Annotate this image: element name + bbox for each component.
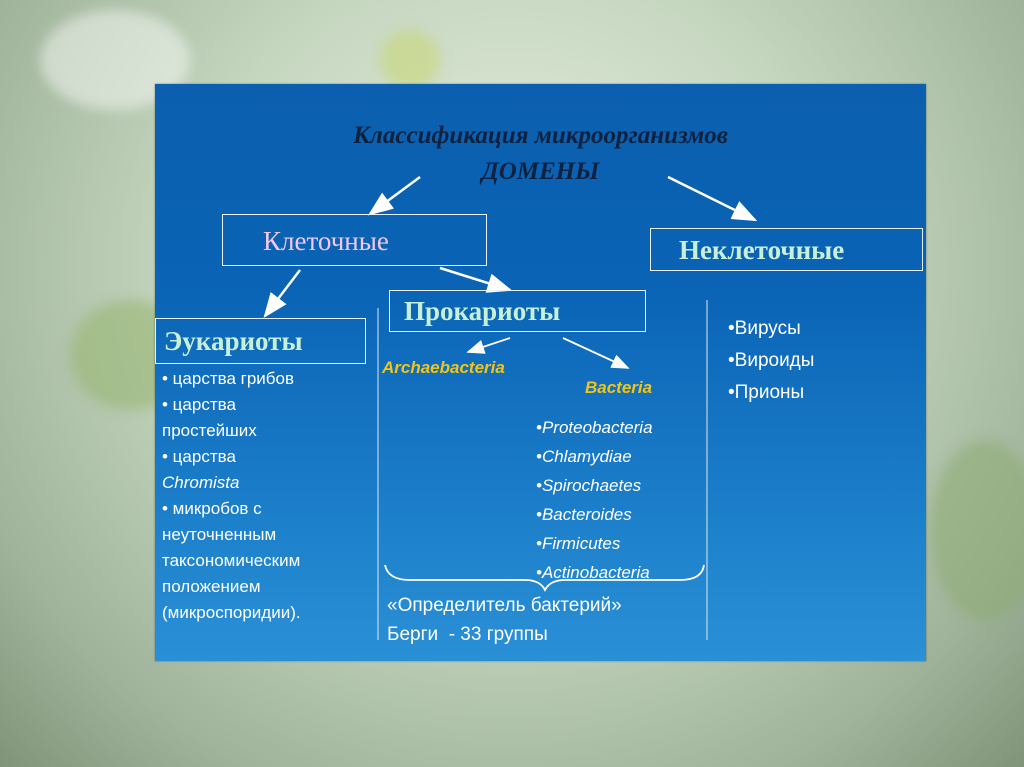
bacteria-group-item: •Chlamydiae bbox=[536, 447, 632, 466]
background-virus-blob bbox=[380, 30, 440, 90]
noncellular-list bbox=[728, 313, 814, 409]
eukaryote-line: положением bbox=[162, 577, 261, 596]
title-line-1: Классификация микроорганизмов bbox=[353, 122, 728, 149]
bacteria-label: Bacteria bbox=[585, 378, 653, 397]
eukaryote-kingdom-list bbox=[162, 366, 301, 626]
cellular-box bbox=[222, 214, 487, 266]
eukaryote-line: • микробов с bbox=[162, 499, 262, 518]
eukaryote-line: (микроспоридии). bbox=[162, 603, 301, 622]
eukaryote-line: простейших bbox=[162, 421, 257, 440]
bacteria-group-item: •Bacteroides bbox=[536, 505, 632, 524]
noncellular-box bbox=[650, 228, 923, 271]
bacteria-group-item: •Proteobacteria bbox=[536, 418, 653, 437]
determinant-line-2: Берги - 33 группы bbox=[387, 624, 548, 645]
cellular-label: Клеточные bbox=[263, 226, 389, 256]
noncellular-label: Неклеточные bbox=[679, 235, 845, 265]
bacteria-group-list bbox=[536, 413, 653, 587]
bacteria-group-item: •Firmicutes bbox=[536, 534, 621, 553]
prokaryotes-label: Прокариоты bbox=[404, 296, 561, 326]
prokaryotes-box bbox=[389, 290, 646, 332]
eukaryotes-label: Эукариоты bbox=[164, 326, 303, 356]
bacteria-group-item: •Actinobacteria bbox=[536, 563, 650, 582]
eukaryote-line: таксономическим bbox=[162, 551, 301, 570]
eukaryote-line: неуточненным bbox=[162, 525, 277, 544]
archaea-label: Archaebacteria bbox=[382, 358, 505, 377]
determinant-line-1: «Определитель бактерий» bbox=[387, 595, 622, 616]
bacteria-group-item: •Spirochaetes bbox=[536, 476, 642, 495]
noncellular-item: •Вирусы bbox=[728, 318, 801, 339]
noncellular-item: •Прионы bbox=[728, 382, 805, 403]
title-line-2: ДОМЕНЫ bbox=[481, 158, 600, 185]
eukaryote-line: • царства bbox=[162, 447, 236, 466]
noncellular-item: •Вироиды bbox=[728, 350, 815, 371]
eukaryotes-box bbox=[155, 318, 366, 364]
eukaryote-line: • царства bbox=[162, 395, 236, 414]
eukaryote-line: Chromista bbox=[162, 473, 240, 492]
background-virus-blob bbox=[930, 440, 1024, 620]
eukaryote-line: • царства грибов bbox=[162, 369, 294, 388]
